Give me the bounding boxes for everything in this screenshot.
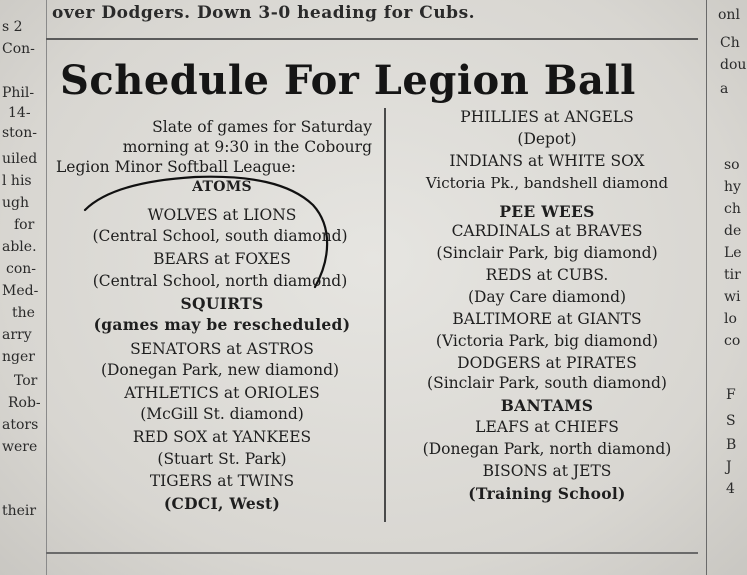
game-venue: (McGill St. diamond): [140, 405, 304, 423]
left-margin-text: Phil-: [2, 85, 35, 101]
left-margin-text: for: [14, 217, 35, 233]
game-venue: (Donegan Park, north diamond): [422, 440, 672, 458]
right-margin-text: Le: [724, 245, 742, 261]
right-margin-text: de: [724, 223, 742, 239]
left-margin-text: the: [12, 305, 35, 321]
pen-scribble-mark: [75, 165, 345, 295]
left-margin-text: Tor: [14, 373, 38, 389]
game-matchup: BISONS at JETS: [482, 462, 612, 480]
game-matchup: SENATORS at ASTROS: [130, 340, 314, 358]
right-margin-text: Ch: [720, 35, 740, 51]
game-matchup: WOLVES at LIONS: [147, 206, 297, 224]
left-margin-text: able.: [2, 239, 37, 255]
squirts-note: (games may be rescheduled): [93, 315, 351, 334]
game-matchup: INDIANS at WHITE SOX: [449, 152, 645, 170]
game-venue: (Donegan Park, new diamond): [100, 361, 340, 379]
left-margin-text: 14-: [8, 105, 31, 121]
division-heading-atoms: ATOMS: [192, 179, 252, 195]
left-margin-text: ugh: [2, 195, 29, 211]
game-matchup: REDS at CUBS.: [485, 266, 609, 284]
left-margin-text: ators: [2, 417, 39, 433]
intro-line-2: morning at 9:30 in the Cobourg: [122, 138, 372, 156]
center-column-rule: [384, 108, 386, 522]
game-venue: Victoria Pk., bandshell diamond: [425, 174, 669, 192]
right-margin-text: co: [724, 333, 741, 349]
page-column-rule-right: [706, 0, 707, 575]
game-matchup: RED SOX at YANKEES: [132, 428, 312, 446]
game-venue: (Stuart St. Park): [157, 450, 287, 468]
game-venue: (Training School): [468, 484, 626, 503]
right-margin-text: wi: [724, 289, 741, 305]
left-margin-text: arry: [2, 327, 32, 343]
left-margin-text: con-: [6, 261, 37, 277]
left-margin-text: Con-: [2, 41, 35, 57]
right-margin-text: so: [724, 157, 740, 173]
right-margin-text: hy: [724, 179, 741, 195]
right-margin-text: tir: [724, 267, 741, 283]
right-margin-text: a: [720, 81, 729, 97]
left-margin-text: ston-: [2, 125, 37, 141]
game-venue: (Victoria Park, big diamond): [435, 332, 659, 350]
game-matchup: BALTIMORE at GIANTS: [452, 310, 642, 328]
right-margin-text: 4: [726, 481, 735, 497]
right-margin-text: F: [726, 387, 736, 403]
left-margin-text: nger: [2, 349, 35, 365]
intro-line-3: Legion Minor Softball League:: [56, 158, 296, 176]
game-venue: (Central School, south diamond): [92, 227, 348, 245]
right-margin-text: lo: [724, 311, 737, 327]
right-margin-text: ch: [724, 201, 741, 217]
division-heading-squirts: SQUIRTS: [180, 294, 264, 313]
article-title: Schedule For Legion Ball: [60, 57, 636, 104]
game-matchup: TIGERS at TWINS: [149, 472, 295, 490]
left-margin-text: s 2: [2, 19, 23, 35]
right-margin-text: S: [726, 413, 736, 429]
game-venue: (Depot): [517, 130, 577, 148]
division-heading-bantams: BANTAMS: [500, 396, 594, 415]
game-matchup: PHILLIES at ANGELS: [460, 108, 634, 126]
right-margin-text: dou: [720, 57, 747, 73]
game-venue: (Sinclair Park, south diamond): [427, 374, 667, 392]
intro-line-1: Slate of games for Saturday: [152, 118, 372, 136]
game-matchup: ATHLETICS at ORIOLES: [124, 384, 320, 402]
left-margin-text: were: [2, 439, 38, 455]
left-margin-text: Med-: [2, 283, 39, 299]
left-margin-text: uiled: [2, 151, 38, 167]
game-matchup: DODGERS at PIRATES: [457, 354, 637, 372]
right-margin-text: B: [726, 437, 737, 453]
left-margin-text: their: [2, 503, 37, 519]
right-margin-text: onl: [718, 7, 740, 23]
game-matchup: BEARS at FOXES: [153, 250, 291, 268]
previous-article-headline: over Dodgers. Down 3-0 heading for Cubs.: [52, 3, 476, 23]
game-venue: (Sinclair Park, big diamond): [436, 244, 658, 262]
game-matchup: CARDINALS at BRAVES: [451, 222, 643, 240]
game-venue: (CDCI, West): [163, 494, 281, 513]
game-matchup: LEAFS at CHIEFS: [475, 418, 619, 436]
game-venue: (Central School, north diamond): [92, 272, 348, 290]
left-margin-text: l his: [2, 173, 32, 189]
division-heading-pee-wees: PEE WEES: [499, 202, 595, 221]
game-venue: (Day Care diamond): [467, 288, 627, 306]
left-margin-text: Rob-: [8, 395, 41, 411]
right-margin-text: J: [726, 459, 732, 475]
